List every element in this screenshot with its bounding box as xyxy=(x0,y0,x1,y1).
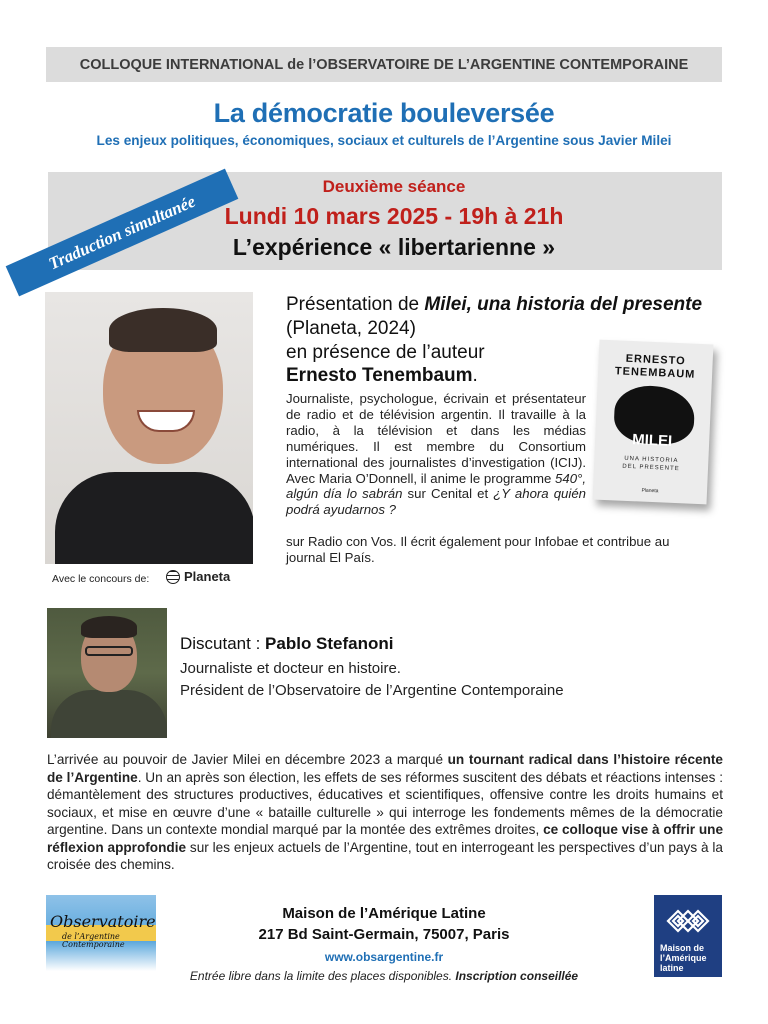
maison-amerique-latine-logo xyxy=(654,895,722,977)
author-photo xyxy=(45,292,253,564)
discussant-photo-body xyxy=(51,690,167,738)
session-date: Lundi 10 mars 2025 - 19h à 21h xyxy=(224,203,564,229)
observatoire-logo-sub: de l’Argentine Contemporaine xyxy=(62,932,125,949)
bio-text-1: Journaliste, psychologue, écrivain et présentateur de radio et de télévision argentin. Il travaille à la radio, à la télévision et dans les médias numériques. Il est membre du Consortium international des journalistes d’investigation (ICIJ). Avec Maria O’Donnell, il anime le programme xyxy=(286,391,586,486)
discussant-photo-glasses xyxy=(85,646,133,656)
event-subtitle: Les enjeux politiques, économiques, sociaux et culturels de l’Argentine sous Javier Milei xyxy=(96,133,672,148)
website-link[interactable]: www.obsargentine.fr xyxy=(324,950,444,964)
author-name-suffix: . xyxy=(472,365,478,386)
presentation-heading xyxy=(286,294,702,316)
para-bold-2: ce colloque vise à offrir une réflexion approfondie xyxy=(47,822,724,855)
entry-note-text: Entrée libre dans la limite des places disponibles. xyxy=(189,969,456,983)
book-cover-subtitle-line-2: DEL PRESENTE xyxy=(622,463,680,473)
description-paragraph xyxy=(47,751,723,874)
globe-icon xyxy=(166,570,180,584)
sponsor-text: Avec le concours de: xyxy=(52,573,150,585)
book-cover-author-line-1: ERNESTO xyxy=(625,352,686,368)
banner-text-2: de xyxy=(283,56,309,73)
venue-name: Maison de l’Amérique Latine xyxy=(282,905,486,922)
author-bio xyxy=(286,391,586,518)
discussant-heading xyxy=(180,634,394,654)
banner-text-3: l’OBSERVATOIRE DE L’ARGENTINE CONTEMPORAINE xyxy=(308,56,689,73)
publisher-line: (Planeta, 2024) xyxy=(286,318,416,339)
planeta-logo xyxy=(166,569,230,584)
discussant-role-2: Président de l’Observatoire de l’Argentine Contemporaine xyxy=(180,682,564,699)
bio-program-1: 540°, algún día lo sabrán xyxy=(286,470,586,502)
para-text-1: L’arrivée au pouvoir de Javier Milei en décembre 2023 a marqué xyxy=(47,752,448,767)
presentation-prefix: Présentation de xyxy=(286,294,425,315)
discussant-role-1: Journaliste et docteur en histoire. xyxy=(180,660,401,677)
discussant-photo xyxy=(47,608,167,738)
book-cover-subtitle xyxy=(594,453,709,474)
bio-text-2: sur Cenital et xyxy=(402,486,494,502)
book-cover-author xyxy=(598,352,713,383)
entry-note-bold: Inscription conseillée xyxy=(455,969,579,983)
venue-address: 217 Bd Saint-Germain, 75007, Paris xyxy=(258,926,510,943)
author-photo-body xyxy=(55,472,253,564)
session-label: Deuxième séance xyxy=(322,177,466,196)
book-cover xyxy=(593,340,714,505)
entry-note xyxy=(0,969,768,983)
event-title: La démocratie bouleversée xyxy=(213,98,555,128)
banner-text-1: COLLOQUE INTERNATIONAL xyxy=(79,56,284,73)
mal-logo-text: Maison de l’Amérique latine xyxy=(660,943,707,973)
book-cover-subtitle-line-1: UNA HISTORIA xyxy=(624,455,679,465)
author-name-line xyxy=(286,365,478,387)
session-theme: L’expérience « libertarienne » xyxy=(232,234,556,260)
mal-mark-icon xyxy=(664,903,712,939)
book-cover-title: MILEI xyxy=(631,431,673,450)
colloquium-banner xyxy=(46,47,722,82)
author-name: Ernesto Tenembaum xyxy=(286,365,473,386)
bio-program-2: ¿Y ahora quién podrá ayudarnos ? xyxy=(286,486,586,518)
book-title: Milei, una historia del presente xyxy=(424,294,703,315)
author-photo-hair xyxy=(109,308,217,352)
presence-line: en présence de l’auteur xyxy=(286,342,485,363)
observatoire-logo-name: Observatoire xyxy=(50,912,156,931)
para-bold-1: un tournant radical dans l’histoire récente de l’Argentine xyxy=(47,752,723,785)
discussant-label: Discutant : xyxy=(180,634,266,653)
book-cover-publisher: Planeta xyxy=(641,487,659,495)
discussant-photo-hair xyxy=(81,616,137,638)
discussant-name: Pablo Stefanoni xyxy=(265,634,394,653)
para-text-2: . Un an après son élection, les effets de ses réformes suscitent des débats et réactions intenses : démantèlement des structures productives, éducatives et scientifiques, offensive contre les droits humains et sociaux, et mise en œuvre d’une « bataille culturelle » qui interroge les fondements mêmes de la démocratie argentine. Dans un contexte mondial marqué par la montée des extrêmes droites, xyxy=(47,769,723,837)
planeta-logo-text: Planeta xyxy=(184,569,231,584)
author-bio-tail: sur Radio con Vos. Il écrit également pour Infobae et contribue au journal El País. xyxy=(286,534,670,565)
book-cover-author-line-2: TENEMBAUM xyxy=(614,365,696,381)
para-text-3: sur les enjeux actuels de l’Argentine, tout en interrogeant les perspectives d’un pays à la croisée des chemins. xyxy=(47,839,723,872)
translation-ribbon: Traduction simultanée xyxy=(6,169,239,297)
